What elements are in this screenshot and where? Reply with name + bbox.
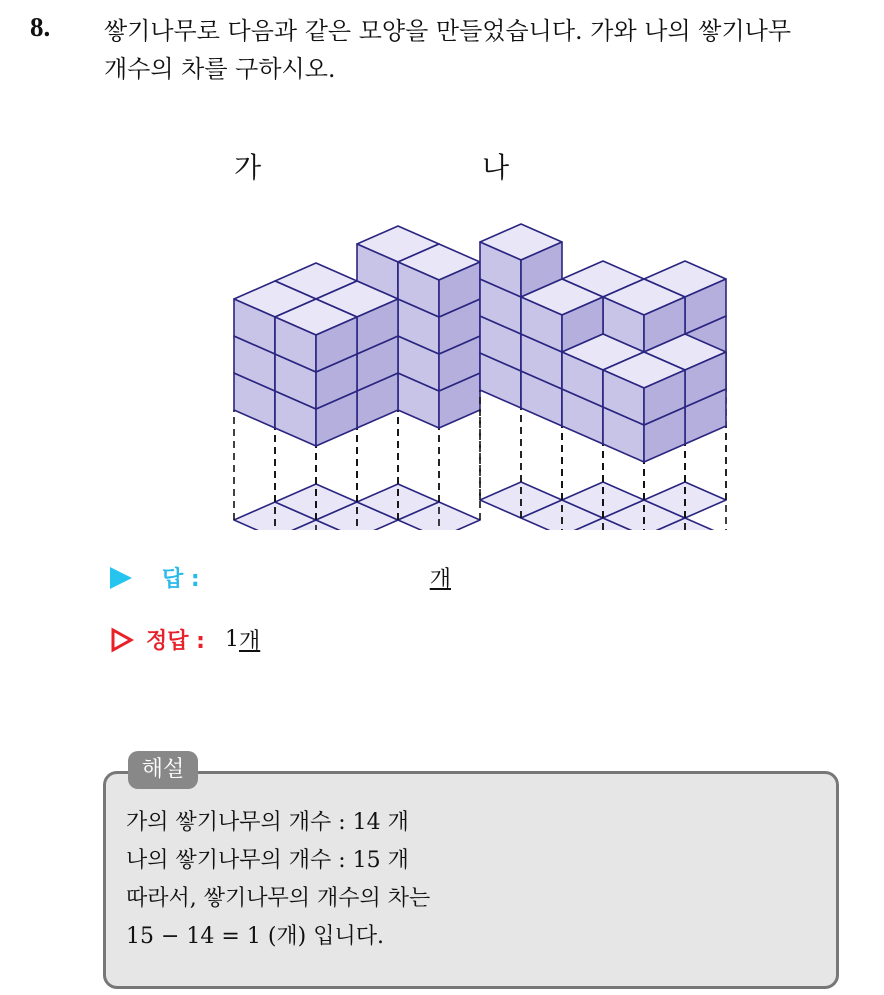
figure-label-a: 가 <box>234 151 262 184</box>
correct-answer-value: 1 <box>224 627 239 652</box>
figure-label-b: 나 <box>482 151 510 184</box>
correct-answer-unit: 개 <box>238 629 261 654</box>
block-drawing <box>220 140 760 530</box>
answer-label: 답 : <box>162 567 200 592</box>
explanation-line: 따라서, 쌓기나무의 개수의 차는 <box>126 886 431 911</box>
question-line-2: 개수의 차를 구하시오. <box>104 55 336 83</box>
answer-row <box>110 562 451 593</box>
play-triangle-icon <box>110 567 132 589</box>
outline-triangle-icon <box>110 627 134 653</box>
correct-answer-label: 정답 : <box>146 629 205 654</box>
question-text <box>104 12 874 88</box>
question-line-1: 쌓기나무로 다음과 같은 모양을 만들었습니다. 가와 나의 쌓기나무 <box>104 17 791 45</box>
explanation-line: 가의 쌓기나무의 개수 : 14 개 <box>126 810 409 835</box>
answer-unit: 개 <box>429 567 451 592</box>
correct-answer-row <box>110 624 260 655</box>
explanation-text <box>126 804 430 956</box>
explanation-line: 15 − 14 = 1 (개) 입니다. <box>126 924 384 949</box>
explanation-tag: 해설 <box>128 751 198 789</box>
explanation-line: 나의 쌓기나무의 개수 : 15 개 <box>126 848 409 873</box>
question-number: 8. <box>30 12 51 42</box>
